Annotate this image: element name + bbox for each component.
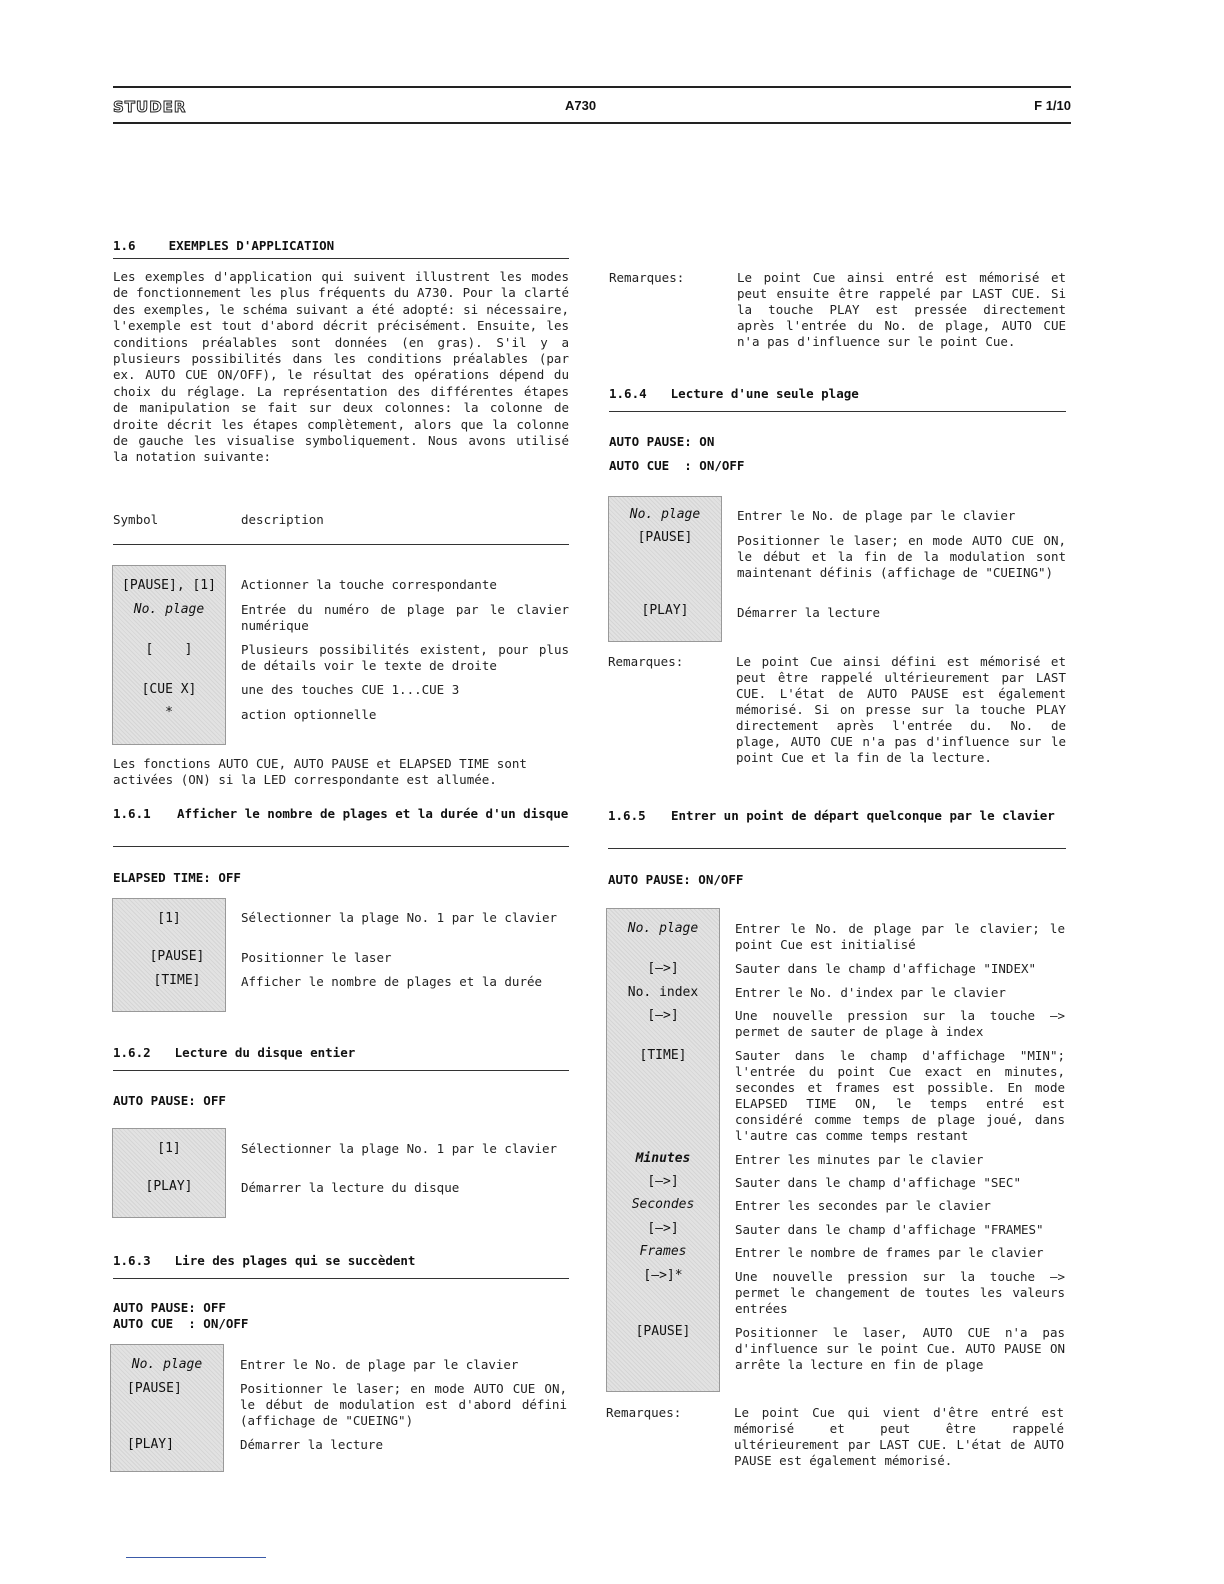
section-title: Entrer un point de départ quelconque par le clavier (671, 808, 1055, 823)
step-desc: Entrer le No. de plage par le clavier (240, 1357, 519, 1372)
key-step[interactable]: [PLAY] (145, 1179, 193, 1194)
section-rule (609, 411, 1066, 412)
section-number: 1.6.4 (609, 386, 647, 401)
remarks-label: Remarques: (609, 270, 685, 285)
legend-desc: Actionner la touche correspondante (241, 577, 497, 592)
key-step: Frames (639, 1244, 687, 1259)
section-rule (113, 846, 569, 847)
remarks-text: Le point Cue qui vient d'être entré est mémorisé et peut être rappelé ultérieurement par LAST CUE. L'état de AUTO PAUSE est également mémorisé. (734, 1405, 1064, 1468)
section-title: Lecture d'une seule plage (670, 386, 859, 401)
footer-line (126, 1557, 266, 1558)
section-1-6-5-heading (608, 808, 1066, 824)
remarks-label: Remarques: (608, 654, 684, 669)
step-desc: Entrer le nombre de frames par le clavier (735, 1245, 1044, 1260)
key-step: No. plage (131, 1357, 203, 1372)
section-number: 1.6 (113, 238, 136, 253)
key-step[interactable]: [—>] (647, 961, 679, 976)
step-desc: Afficher le nombre de plages et la durée (241, 974, 543, 989)
key-step[interactable]: [—>] (647, 1221, 679, 1236)
step-desc: Positionner le laser (241, 950, 392, 965)
led-note: Les fonctions AUTO CUE, AUTO PAUSE et ELAPSED TIME sont activées (ON) si la LED correspondante est allumée. (113, 756, 527, 788)
key-step[interactable]: [PAUSE] (149, 949, 205, 964)
remarks-text: Le point Cue ainsi entré est mémorisé et peut ensuite être rappelé par LAST CUE. Si la touche PLAY est pressée directement après l'entrée du No. de plage, AUTO CUE n'a pas d'influence sur le point Cue. (737, 270, 1066, 349)
step-desc: Entrer le No. de plage par le clavier; le point Cue est initialisé (735, 921, 1065, 952)
section-number: 1.6.5 (608, 808, 646, 823)
step-desc: Entrer les secondes par le clavier (735, 1198, 991, 1213)
section-rule (113, 258, 569, 259)
legend-symbol: [PAUSE], [1] (122, 578, 216, 593)
key-step: No. index (627, 985, 699, 1000)
key-step[interactable]: [PAUSE] (127, 1381, 182, 1396)
symbol-column-header: Symbol (113, 512, 159, 527)
description-column-header: description (241, 512, 324, 527)
section-title: Lecture du disque entier (174, 1045, 356, 1060)
key-step[interactable]: [PAUSE] (637, 530, 693, 545)
key-step[interactable]: [PLAY] (641, 603, 689, 618)
key-step[interactable]: [1] (157, 1141, 181, 1156)
section-title: Lire des plages qui se succèdent (174, 1253, 416, 1268)
step-desc: Démarrer la lecture du disque (241, 1180, 460, 1195)
step-desc: Démarrer la lecture (737, 605, 880, 620)
key-step[interactable]: [1] (157, 911, 181, 926)
legend-symbol-box (112, 565, 226, 745)
precondition: AUTO CUE : ON/OFF (609, 458, 745, 473)
step-desc: Démarrer la lecture (240, 1437, 383, 1452)
step-desc: Positionner le laser; en mode AUTO CUE ON, le début de modulation est d'abord défini (affichage de "CUEING") (240, 1381, 567, 1428)
precondition: AUTO PAUSE: OFF (113, 1300, 226, 1315)
key-step[interactable]: [—>] (647, 1174, 679, 1189)
section-rule (608, 848, 1066, 849)
step-desc: Positionner le laser, AUTO CUE n'a pas d'influence sur le point Cue. AUTO PAUSE ON arrête la lecture en fin de plage (735, 1325, 1065, 1372)
legend-desc: Entrée du numéro de plage par le clavier numérique (241, 602, 569, 633)
step-desc: Positionner le laser; en mode AUTO CUE ON, le début et la fin de la modulation sont maintenant définis (affichage de "CUEING") (737, 533, 1066, 580)
legend-symbol: No. plage (133, 602, 205, 617)
legend-symbol: [ ] (145, 642, 193, 657)
section-number: 1.6.2 (113, 1045, 151, 1060)
key-step[interactable]: [TIME] (153, 973, 201, 988)
key-step[interactable]: [TIME] (639, 1048, 687, 1063)
section-1-6-heading (113, 238, 334, 254)
legend-symbol: [CUE X] (141, 682, 197, 697)
section-rule (113, 1070, 569, 1071)
section-1-6-4-heading (609, 386, 859, 402)
key-step[interactable]: [PAUSE] (635, 1324, 691, 1339)
key-sequence-box (608, 496, 722, 642)
key-step: Minutes (635, 1151, 691, 1166)
key-sequence-box (110, 1344, 224, 1472)
section-1-6-1-heading (113, 806, 569, 822)
legend-rule (113, 544, 569, 545)
remarks-text: Le point Cue ainsi défini est mémorisé et peut être rappelé ultérieurement par LAST CUE. L'état de AUTO PAUSE est également mémorisé. Si on presse sur la touche PLAY directement après l'entrée du. No. de plage, AUTO CUE n'a pas d'influence sur le point Cue et la fin de la lecture. (736, 654, 1066, 765)
precondition: AUTO PAUSE: ON/OFF (608, 872, 744, 887)
step-desc: Sélectionner la plage No. 1 par le clavier (241, 910, 558, 925)
intro-paragraph: Les exemples d'application qui suivent illustrent les modes de fonctionnement les plus fréquents du A730. Pour la clarté des exemples, le schéma suivant a été adopté: si nécessaire, l'exemple est tout d'abord décrit précisément. Ensuite, les conditions préalables sont données (en gras). S'il y a plusieurs possibilités dans les conditions préalables (par ex. AUTO CUE ON/OFF), le résultat des opérations dépend du choix du réglage. La représentation des différentes étapes de manipulation se fait sur deux colonnes: la colonne de droite décrit les étapes complètement, alors que la colonne de gauche les visualise symboliquement. Nous avons utilisé la notation suivante: (113, 269, 569, 465)
key-step: Secondes (631, 1197, 695, 1212)
step-desc: Une nouvelle pression sur la touche —> permet de sauter de plage à index (735, 1008, 1065, 1039)
key-step: No. plage (629, 507, 701, 522)
section-1-6-3-heading (113, 1253, 415, 1269)
step-desc: Sauter dans le champ d'affichage "MIN"; l'entrée du point Cue exact en minutes, secondes et frames est possible. En mode ELAPSED TIME ON, le temps entré est considéré comme temps de plage joué, dans l'autre cas comme temps restant (735, 1048, 1065, 1143)
key-sequence-box (112, 1128, 226, 1218)
section-number: 1.6.3 (113, 1253, 151, 1268)
step-desc: Entrer les minutes par le clavier (735, 1152, 984, 1167)
legend-desc: une des touches CUE 1...CUE 3 (241, 682, 460, 697)
section-1-6-2-heading (113, 1045, 355, 1061)
section-title: EXEMPLES D'APPLICATION (168, 238, 335, 253)
key-sequence-box (606, 908, 720, 1392)
section-rule (113, 1278, 569, 1279)
brand-logo: STUDER (113, 98, 187, 116)
legend-symbol: * (165, 705, 173, 720)
step-desc: Une nouvelle pression sur la touche —> permet le changement de toutes les valeurs entrées (735, 1269, 1065, 1316)
precondition: AUTO PAUSE: ON (609, 434, 715, 449)
key-step[interactable]: [PLAY] (127, 1437, 174, 1452)
precondition: AUTO PAUSE: OFF (113, 1093, 226, 1108)
section-title: Afficher le nombre de plages et la durée d'un disque (177, 806, 569, 821)
key-sequence-box (112, 898, 226, 1012)
legend-desc: action optionnelle (241, 707, 377, 722)
page-number: F 1/10 (1034, 98, 1071, 113)
step-desc: Sauter dans le champ d'affichage "INDEX" (735, 961, 1037, 976)
step-desc: Sélectionner la plage No. 1 par le clavier (241, 1141, 558, 1156)
header-bottom-rule (113, 122, 1071, 124)
precondition: AUTO CUE : ON/OFF (113, 1316, 249, 1331)
header-top-rule (113, 86, 1071, 88)
key-step: No. plage (627, 921, 699, 936)
model-name: A730 (565, 98, 597, 113)
key-step[interactable]: [—>] (647, 1008, 679, 1023)
step-desc: Entrer le No. de plage par le clavier (737, 508, 1016, 523)
step-desc: Sauter dans le champ d'affichage "FRAMES" (735, 1222, 1044, 1237)
remarks-label: Remarques: (606, 1405, 682, 1420)
precondition: ELAPSED TIME: OFF (113, 870, 241, 885)
legend-desc: Plusieurs possibilités existent, pour plus de détails voir le texte de droite (241, 642, 569, 673)
step-desc: Sauter dans le champ d'affichage "SEC" (735, 1175, 1021, 1190)
key-step[interactable]: [—>]* (643, 1268, 683, 1283)
section-number: 1.6.1 (113, 806, 151, 821)
step-desc: Entrer le No. d'index par le clavier (735, 985, 1006, 1000)
